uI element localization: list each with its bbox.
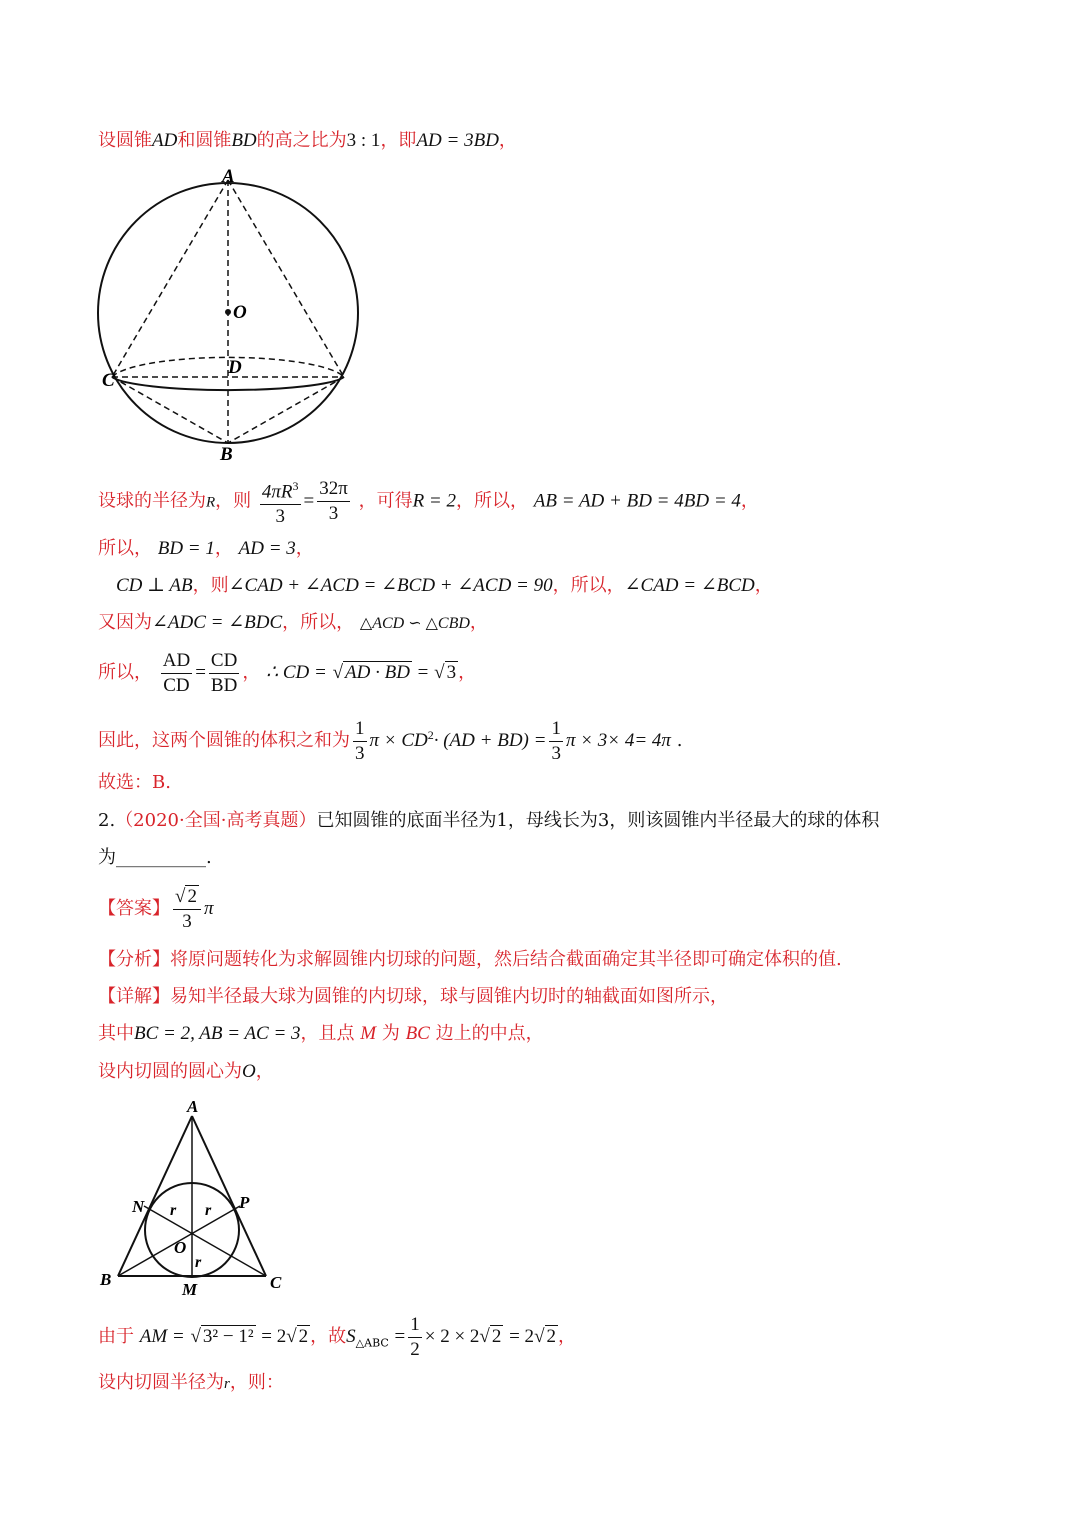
text: ，所以， bbox=[552, 575, 625, 596]
text: 设内切圆半径为 bbox=[98, 1372, 224, 1393]
center-dot bbox=[225, 309, 231, 315]
answer-label: 【答案】 bbox=[98, 898, 170, 919]
math: = 2 bbox=[261, 1326, 287, 1347]
math: AB = AD + BD = 4BD = 4 bbox=[533, 490, 741, 512]
question-number: 2. bbox=[98, 810, 116, 831]
numerator: 1 bbox=[353, 717, 367, 742]
numerator: CD bbox=[209, 649, 239, 674]
sphere-cone-figure bbox=[90, 160, 380, 465]
segment-a-right bbox=[228, 180, 344, 377]
text: ， bbox=[295, 538, 314, 559]
label-b: B bbox=[100, 1270, 112, 1289]
line-12 bbox=[98, 1370, 284, 1397]
math: ∠CAD = ∠BCD bbox=[624, 575, 755, 596]
triangle-incircle-figure bbox=[90, 1094, 300, 1300]
math: · (AD + BD) = bbox=[433, 730, 547, 751]
text: . bbox=[206, 847, 212, 868]
line-10 bbox=[98, 1059, 274, 1085]
math: ∠CAD + ∠ACD = ∠BCD + ∠ACD = 90 bbox=[228, 575, 553, 596]
segment-cb bbox=[112, 377, 228, 443]
math: BC bbox=[405, 1023, 430, 1044]
math: π × CD bbox=[369, 730, 428, 751]
fraction bbox=[549, 717, 563, 766]
text: ， bbox=[469, 612, 488, 633]
text: ，则 bbox=[215, 490, 252, 512]
sqrt-content: 2 bbox=[546, 1326, 556, 1347]
text: ，可得 bbox=[358, 490, 413, 512]
text: ，则： bbox=[229, 1372, 284, 1393]
question-text: 为 bbox=[98, 847, 116, 868]
answer-blank: __________ bbox=[116, 847, 206, 868]
text: ，则 bbox=[192, 575, 229, 596]
label-c: C bbox=[102, 370, 115, 391]
answer-choice: 故选：B. bbox=[98, 772, 171, 793]
fraction bbox=[260, 474, 301, 529]
denominator: 2 bbox=[410, 1338, 420, 1360]
detail-label: 【详解】 bbox=[98, 986, 170, 1007]
text: ， bbox=[242, 662, 261, 683]
label-r: r bbox=[170, 1202, 177, 1219]
line-4 bbox=[116, 573, 773, 599]
analysis-text: 将原问题转化为求解圆锥内切球的问题，然后结合截面确定其半径即可确定体积的值. bbox=[170, 949, 842, 970]
text: 所以， bbox=[98, 538, 152, 559]
line-9 bbox=[98, 1021, 544, 1047]
text: ，所以， bbox=[282, 612, 355, 633]
numerator: 1 bbox=[549, 717, 563, 742]
numerator: 32π bbox=[317, 477, 350, 502]
math: r bbox=[224, 1376, 230, 1392]
fraction bbox=[408, 1313, 422, 1362]
math: M bbox=[360, 1023, 377, 1044]
label-a: A bbox=[187, 1097, 199, 1116]
label-r: r bbox=[205, 1202, 212, 1219]
math: AD = 3BD bbox=[416, 130, 499, 151]
math: BD = 1 bbox=[157, 538, 215, 559]
sqrt-content: 2 bbox=[491, 1326, 502, 1347]
segment-ac bbox=[112, 180, 228, 377]
math: × 2 × 2 bbox=[424, 1326, 480, 1347]
text: ，所以， bbox=[456, 490, 529, 512]
math: = 2 bbox=[509, 1326, 535, 1347]
denominator: 3 bbox=[182, 910, 192, 932]
question-text: 已知圆锥的底面半径为1，母线长为3，则该圆锥内半径最大的球的体积 bbox=[316, 810, 880, 831]
text: ， bbox=[754, 575, 773, 596]
numerator: AD bbox=[161, 649, 192, 674]
text: ， bbox=[498, 130, 517, 151]
line-7 bbox=[98, 710, 682, 766]
line-2 bbox=[98, 474, 759, 529]
answer-line bbox=[98, 884, 213, 934]
side-ac bbox=[192, 1116, 266, 1276]
math: AM = bbox=[139, 1326, 185, 1347]
analysis-line bbox=[98, 947, 842, 973]
question-2-line-1 bbox=[98, 808, 879, 834]
math: AD = 3 bbox=[238, 538, 296, 559]
line-11: 由于 AM = √ 3² − 1² = 2√ 2 ，故$S_{\triangle ABC}$ = $\frac{1}{2}$ × 2 × 2√ 2 = 2√ 2 ， bbox=[98, 1313, 576, 1360]
fraction: $\frac{√ 2}{3}$ bbox=[173, 885, 201, 934]
text: ，且点 bbox=[300, 1023, 355, 1044]
fraction bbox=[161, 649, 192, 698]
math: O bbox=[242, 1061, 256, 1082]
text: ， bbox=[458, 662, 477, 683]
line-5 bbox=[98, 610, 488, 637]
text: 和圆锥 bbox=[177, 130, 232, 151]
math: S bbox=[346, 1326, 356, 1347]
sqrt-content: 2 bbox=[187, 885, 197, 907]
sqrt-content: 3² − 1² bbox=[202, 1326, 254, 1347]
math: ∠ADC = ∠BDC bbox=[152, 612, 283, 633]
math: π bbox=[203, 898, 214, 919]
text: ， bbox=[214, 538, 233, 559]
text: 又因为 bbox=[98, 612, 152, 633]
math: CD ⊥ AB bbox=[116, 575, 193, 596]
label-b: B bbox=[220, 444, 233, 465]
math: △ACD ∽ △CBD bbox=[359, 615, 470, 632]
text: 因此，这两个圆锥的体积之和为 bbox=[98, 730, 350, 751]
text: ， bbox=[558, 1326, 576, 1347]
text: 为 bbox=[381, 1023, 400, 1044]
line-6: 所以， $\frac{AD}{CD}$ = $\frac{CD}{BD}$ ， ∴ CD = √ AD · BD = √ 3 ， bbox=[98, 649, 477, 696]
text: 的高之比为 bbox=[256, 130, 347, 151]
math: AD bbox=[152, 130, 178, 151]
label-c: C bbox=[270, 1273, 282, 1292]
text: . bbox=[676, 730, 683, 751]
math: = bbox=[303, 490, 315, 512]
sqrt-content: 3 bbox=[446, 662, 457, 683]
math: 3 : 1 bbox=[346, 130, 381, 151]
label-r: r bbox=[195, 1254, 202, 1271]
label-o: O bbox=[174, 1238, 187, 1257]
label-a: A bbox=[222, 166, 235, 187]
text: ，故 bbox=[310, 1326, 347, 1347]
sqrt-content: 2 bbox=[298, 1326, 309, 1347]
denominator: CD bbox=[163, 674, 190, 696]
subscript: △ABC bbox=[355, 1336, 389, 1350]
label-m: M bbox=[182, 1280, 198, 1299]
math: = bbox=[417, 662, 429, 683]
text: 由于 bbox=[98, 1326, 134, 1347]
numerator: 1 bbox=[408, 1313, 422, 1338]
line-8 bbox=[98, 770, 171, 796]
math: = bbox=[195, 662, 206, 683]
line-1 bbox=[98, 128, 517, 154]
exponent: 3 bbox=[292, 479, 299, 493]
label-d: D bbox=[228, 357, 242, 378]
math: = bbox=[394, 1326, 406, 1347]
text: 所以， bbox=[98, 662, 152, 683]
detail-line bbox=[98, 984, 728, 1010]
analysis-label: 【分析】 bbox=[98, 949, 170, 970]
label-p: P bbox=[239, 1193, 250, 1212]
fraction bbox=[353, 717, 367, 766]
fraction bbox=[317, 477, 350, 526]
fraction bbox=[209, 649, 239, 698]
text: 设球的半径为 bbox=[98, 490, 206, 512]
denominator: 3 bbox=[355, 742, 365, 764]
math: ∴ CD = bbox=[266, 662, 327, 683]
math: BC = 2, AB = AC = 3 bbox=[134, 1023, 301, 1044]
denominator: BD bbox=[210, 674, 238, 696]
math: π × 3× 4= 4π bbox=[565, 730, 671, 751]
line-3 bbox=[98, 536, 314, 562]
label-n: N bbox=[132, 1197, 145, 1216]
text: ， bbox=[255, 1061, 274, 1082]
text: 设内切圆的圆心为 bbox=[98, 1061, 242, 1082]
text: ， bbox=[740, 490, 759, 512]
text: 其中 bbox=[98, 1023, 134, 1044]
exponent: 2 bbox=[427, 728, 434, 742]
math: R bbox=[206, 494, 216, 511]
math: BD bbox=[231, 130, 257, 151]
question-source: （2020·全国·高考真题） bbox=[115, 810, 317, 831]
text: ，即 bbox=[380, 130, 417, 151]
text: 设圆锥 bbox=[98, 130, 152, 151]
math: R = 2 bbox=[412, 490, 457, 512]
label-o: O bbox=[233, 302, 247, 323]
denominator: 3 bbox=[328, 503, 339, 525]
text: 边上的中点， bbox=[435, 1023, 544, 1044]
numerator: 4πR bbox=[261, 481, 293, 503]
denominator: 3 bbox=[551, 742, 561, 764]
sqrt-content: AD · BD bbox=[345, 662, 410, 683]
denominator: 3 bbox=[275, 506, 285, 528]
question-2-line-2 bbox=[98, 845, 212, 871]
detail-text: 易知半径最大球为圆锥的内切球，球与圆锥内切时的轴截面如图所示， bbox=[170, 986, 728, 1007]
segment-right-b bbox=[228, 377, 344, 443]
